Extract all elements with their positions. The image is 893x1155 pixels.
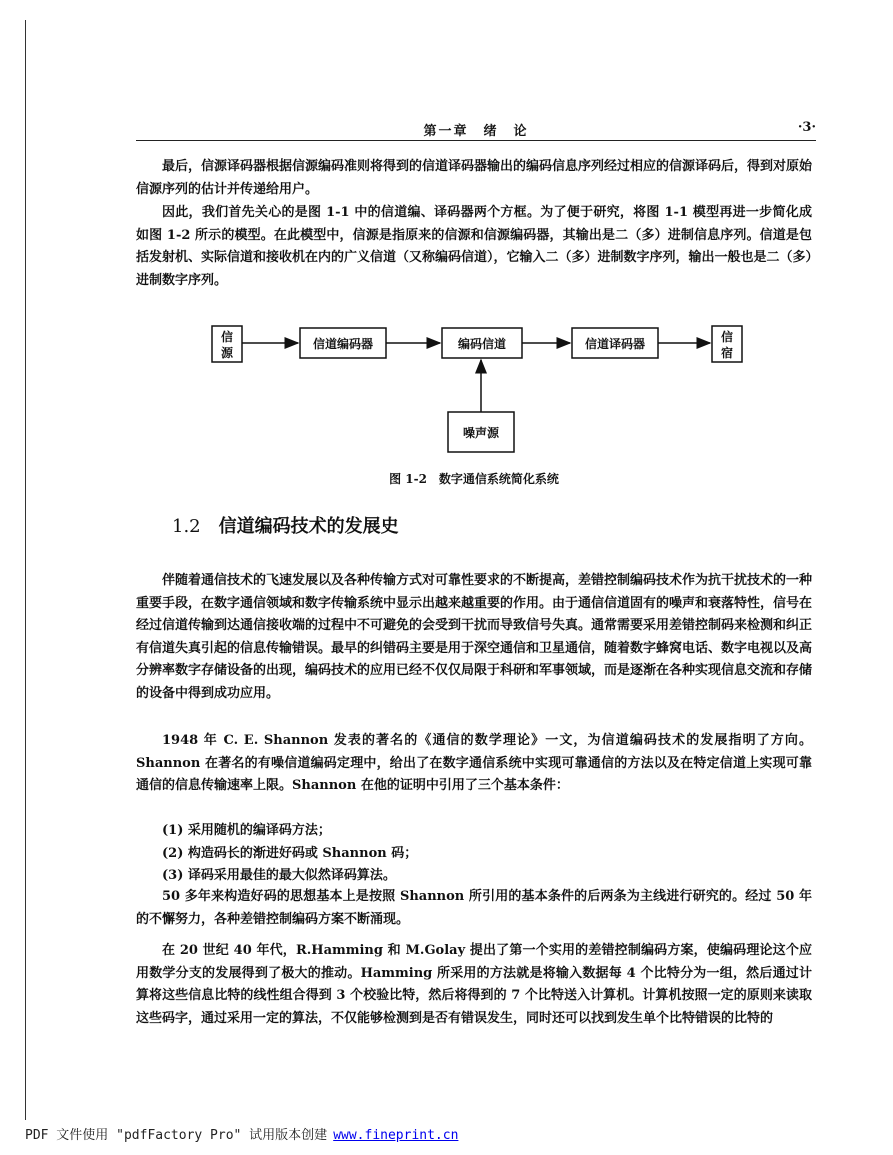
page-number: ·3·: [797, 120, 816, 135]
encoder-label: 信道编码器: [312, 337, 374, 351]
source-label-bottom: 源: [220, 346, 234, 360]
list-item: (1) 采用随机的编译码方法；: [162, 823, 331, 838]
figure-caption: 图 1-2 数字通信系统简化系统: [389, 472, 559, 486]
paragraph-3: 伴随着通信技术的飞速发展以及各种传输方式对可靠性要求的不断提高，差错控制编码技术作为抗干扰技术的一种重要手段，在数字通信领域和数字传输系统中显示出越来越重要的作用。由于通信信道固有的噪声和衰落特性，信号在经过信道传输到达通信接收端的过程中不可避免的会受到干扰而导致信号失真。通常需要采用差错控制码来检测和纠正有信道失真引起的信息传输错误。最早的纠错码主要是用于深空通信和卫星通信，随着数字蜂窝电话、数字电视以及高分辨率数字存储设备的出现，编码技术的应用已经不仅仅局限于科研和军事领域，而是逐渐在各种实现信息交流和存储的设备中得到成功应用。: [136, 573, 813, 701]
section-title: 信道编码技术的发展史: [218, 516, 399, 537]
noise-label: 噪声源: [462, 426, 500, 440]
paragraph-2: 因此，我们首先关心的是图 1-1 中的信道编、译码器两个方框。为了便于研究，将图 1-1 模型再进一步简化成如图 1-2 所示的模型。在此模型中，信源是指原来的信源和信源编码器，其输出是二（多）进制信息序列。信道是包括发射机、实际信道和接收机在内的广义信道（又称编码信道），它输入二（多）进制数字序列，输出一般也是二（多）进制数字序列。: [136, 205, 813, 288]
paragraph-4: 1948 年 C. E. Shannon 发表的著名的《通信的数学理论》一文，为信道编码技术的发展指明了方向。Shannon 在著名的有噪信道编码定理中，给出了在数字通信系统中实现可靠通信的方法以及在特定信道上实现可靠通信的信息传输速率上限。Shannon 在他的证明中引用了三个基本条件：: [136, 733, 812, 794]
paragraph-5: 50 多年来构造好码的思想基本上是按照 Shannon 所引用的基本条件的后两条为主线进行研究的。经过 50 年的不懈努力，各种差错控制编码方案不断涌现。: [136, 889, 812, 927]
header-rule: [136, 140, 816, 141]
sink-label-bottom: 宿: [720, 346, 734, 360]
pdf-footer: [25, 1124, 458, 1143]
footer-text: PDF 文件使用 "pdfFactory Pro" 试用版本创建: [25, 1128, 328, 1143]
chapter-title: 第一章 绪 论: [423, 124, 529, 139]
section-number: 1.2: [172, 516, 201, 537]
paragraph-6: 在 20 世纪 40 年代，R.Hamming 和 M.Golay 提出了第一个实用的差错控制编码方案，使编码理论这个应用数学分支的发展得到了极大的推动。Hamming 所采用的方法就是将输入数据每 4 个比特分为一组，然后通过计算将这些信息比特的线性组合得到 3 个校验比特，然后将得到的 7 个比特送入计算机。计算机按照一定的原则来读取这些码字，通过采用一定的算法，不仅能够检测到是否有错误发生，同时还可以找到发生单个比特错误的比特的: [136, 943, 812, 1026]
sink-label-top: 信: [720, 330, 734, 344]
paragraph-1: 最后，信源译码器根据信源编码准则将得到的信道译码器输出的编码信息序列经过相应的信源译码后，得到对原始信源序列的估计并传递给用户。: [136, 159, 813, 197]
channel-label: 编码信道: [457, 337, 507, 351]
page-header: [136, 120, 816, 139]
footer-link[interactable]: www.fineprint.cn: [333, 1128, 459, 1143]
left-margin-rule: [25, 20, 26, 1120]
source-label-top: 信: [220, 330, 234, 344]
block-diagram: [200, 320, 760, 460]
decoder-label: 信道译码器: [584, 337, 646, 351]
section-heading: [172, 512, 399, 538]
list-item: (2) 构造码长的渐进好码或 Shannon 码；: [162, 845, 418, 861]
list-item: (3) 译码采用最佳的最大似然译码算法。: [162, 868, 396, 884]
conditions-list: [162, 820, 417, 888]
